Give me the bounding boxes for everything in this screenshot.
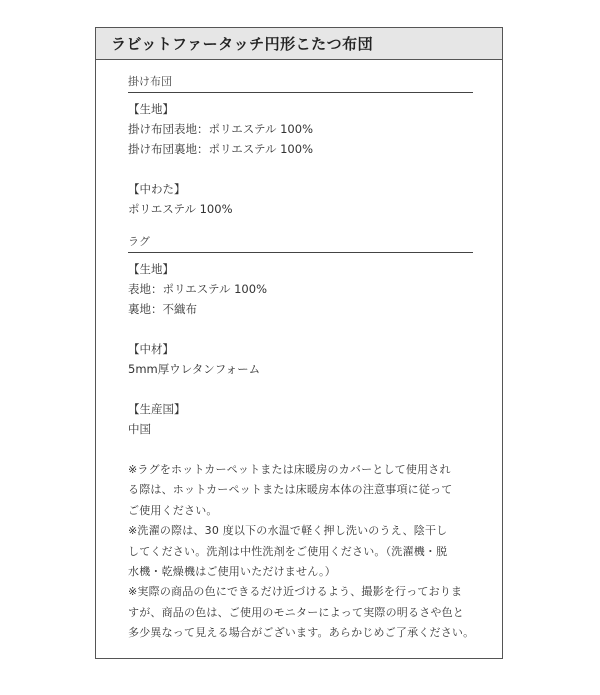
spec-line: 裏地：不織布 — [128, 302, 197, 316]
note-line: してください。洗剤は中性洗剤をご使用ください。（洗濯機・脱 — [128, 544, 448, 558]
rug-core-group — [128, 339, 473, 379]
spec-line: 掛け布団裏地：ポリエステル 100% — [128, 142, 313, 156]
kakebuton-section — [128, 75, 473, 219]
note-line: ※洗濯の際は、30 度以下の水温で軽く押し洗いのうえ、陰干し — [128, 524, 448, 538]
kakebuton-filling-group — [128, 179, 473, 219]
kakebuton-fabric-group — [128, 99, 473, 159]
note-line: 多少異なって見える場合がございます。あらかじめご了承ください。 — [128, 626, 475, 640]
rug-heading: ラグ — [128, 235, 473, 253]
note-line: 水機・乾燥機はご使用いただけません。） — [128, 565, 336, 579]
product-title: ラビットファータッチ円形こたつ布団 — [111, 35, 374, 53]
spec-line: 掛け布団表地：ポリエステル 100% — [128, 122, 313, 136]
rug-origin-group — [128, 399, 473, 439]
note-line: すが、商品の色は、ご使用のモニターによって実際の明るさや色と — [128, 605, 464, 619]
kakebuton-heading: 掛け布団 — [128, 75, 473, 93]
notes-block — [128, 460, 478, 644]
group-label: 【中わた】 — [128, 182, 186, 196]
note-line: ご使用ください。 — [128, 503, 218, 517]
title-bar — [96, 28, 502, 60]
note-line: ※ラグをホットカーペットまたは床暖房のカバーとして使用され — [128, 463, 451, 476]
group-label: 【生地】 — [128, 262, 174, 276]
group-label: 【中材】 — [128, 342, 174, 356]
spec-line: ポリエステル 100% — [128, 202, 233, 216]
spec-line: 表地：ポリエステル 100% — [128, 282, 267, 296]
group-label: 【生地】 — [128, 102, 174, 116]
spec-line: 中国 — [128, 422, 151, 436]
note-line: ※実際の商品の色にできるだけ近づけるよう、撮影を行っておりま — [128, 585, 463, 599]
note-line: る際は、ホットカーペットまたは床暖房本体の注意事項に従って — [128, 483, 453, 497]
rug-section — [128, 235, 473, 439]
spec-frame — [95, 27, 503, 659]
spec-line: 5mm厚ウレタンフォーム — [128, 362, 261, 376]
rug-fabric-group — [128, 259, 473, 319]
group-label: 【生産国】 — [128, 402, 186, 416]
